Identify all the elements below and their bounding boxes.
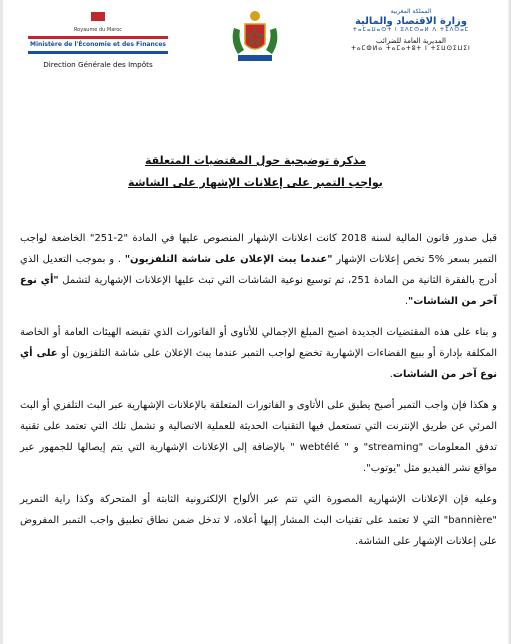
paragraph-2-text-c: . [389, 369, 393, 380]
paragraph-4: وعليه فإن الإعلانات الإشهارية المصورة التي تتم عبر الألواح الإلكترونية الثابتة أو المتحركة وكذا راية التمرير "bannière" التي لا تعتمد على تقنيات البث المشار إليها أعلاه، لا تدخل ضمن نطاق تطبيق واجب التمبر المفروض على إعلانات الإشهار على الشاشة. [20, 494, 497, 547]
paragraph-3: و هكذا فإن واجب التمبر أصبح يطبق على الأتاوى و الفاتورات المتعلقة بالإعلانات الإشهارية عبر البث التلفزي أو البث المرئي عن طريق الإنترنت التي تستعمل فيها التقنيات الحديثة للعملية الاتصالية و تشمل تلك التي تعتمد على تقنية تدفق المعلومات "streaming" و " webtélé " بالإضافة إلى الإعلانات الإشهارية التي يتم إيصالها للجمهور عبر مواقع نشر الفيديو مثل "يوتوب". [20, 400, 497, 474]
header-right-logo [321, 8, 501, 52]
paragraph-1-bold-d: "أي نوع آخر من الشاشات" [20, 275, 497, 307]
paragraph-2-text-a: و بناء على هذه المقتضيات الجديدة اصبح المبلغ الإجمالي للأتاوى أو الفاتورات الذي تقبضه الهيئات العامة أو الخاصة المكلفة بإدارة أو ببيع الفضاءات الإشهارية تخضع لواجب التمبر عندما يبث الإعلان على شاشة التلفزيون أو [20, 327, 497, 359]
ministry-banner-fr [28, 36, 168, 54]
header-left-logo [8, 8, 188, 69]
paragraph-1-text-a: قبل صدور قانون المالية لسنة 2018 كانت اعلانات الإشهار المنصوص عليها في المادة "2-251" الخاضعة لواجب التمبر بسعر %5 تخص إعلانات الإشهار [20, 233, 497, 265]
page-right-edge [507, 0, 511, 644]
kingdom-label-fr: Royaume du Maroc [73, 27, 123, 33]
kingdom-label-ar: المملكة المغربية [390, 8, 432, 15]
paragraph-1-bold-a: "عندما يبث الإعلان على شاشة التلفزيون" [124, 254, 333, 265]
paragraph-2 [20, 322, 497, 385]
dgi-label-ar: المديرية العامة للضرائب [376, 37, 446, 45]
flag-icon [91, 12, 105, 21]
paragraph-1 [20, 228, 497, 312]
ministry-label-tifinagh: ⵜⴰⵎⴰⵡⴰⵙⵜ ⵏ ⵓⴷⵎⵙⴰⵍ ⴷ ⵜⵉⴷⵔⴰⵎ [352, 27, 470, 33]
ministry-label-fr: Ministère de l'Économie et des Finances [30, 41, 166, 48]
coat-of-arms-icon [226, 8, 284, 66]
ministry-label-ar: وزارة الاقتصاد والمالية [354, 16, 468, 27]
document-title [40, 150, 471, 194]
document-body [20, 228, 497, 562]
paragraph-1-text-e: . [404, 296, 409, 307]
page-left-edge [0, 0, 3, 644]
paragraph-2-bold-b: على أي نوع آخر من الشاشات [20, 348, 497, 380]
title-line-1: مذكرة توضيحية حول المقتضيات المتعلقة [144, 154, 367, 167]
paragraph-1-text-c: . و بموجب التعديل الذي أدرج بالفقرة الثانية من المادة 251، تم توسيع نوعية الشاشات التي تبث عليها الإعلانات الإشهارية لتشمل [20, 254, 498, 286]
dgi-label-fr: Direction Générale des Impôts [43, 60, 153, 69]
title-line-2: بواجب التمبر على إعلانات الإشهار على الشاشة [128, 176, 383, 189]
dgi-label-tifinagh: ⵜⴰⵎⵀⵍⴰ ⵜⴰⵎⴰⵜⵓⵜ ⵏ ⵜⵉⵡⵙⵉⵡⵉⵏ [351, 45, 471, 52]
